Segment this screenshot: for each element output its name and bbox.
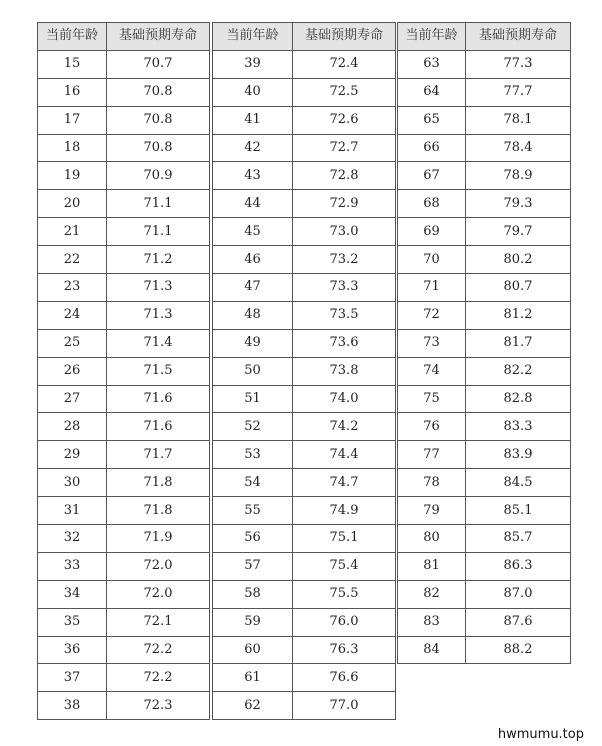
- life-expectancy-cell: 74.4: [293, 441, 396, 469]
- header-age: 当前年龄: [38, 23, 107, 51]
- age-cell: 62: [213, 692, 293, 720]
- life-expectancy-cell: 71.3: [107, 301, 210, 329]
- table-row: [398, 608, 571, 636]
- age-cell: 77: [398, 441, 466, 469]
- age-cell: 72: [398, 301, 466, 329]
- life-expectancy-cell: 72.0: [107, 552, 210, 580]
- header-life-expectancy: 基础预期寿命: [466, 23, 571, 51]
- header-row: [38, 23, 210, 51]
- table-row: [38, 469, 210, 497]
- life-expectancy-cell: 75.4: [293, 552, 396, 580]
- life-expectancy-cell: 71.4: [107, 329, 210, 357]
- life-expectancy-cell: 75.1: [293, 525, 396, 553]
- table-row: [213, 78, 396, 106]
- life-expectancy-cell: 74.7: [293, 469, 396, 497]
- table-row: [398, 246, 571, 274]
- age-cell: 47: [213, 274, 293, 302]
- age-cell: 36: [38, 636, 107, 664]
- life-expectancy-cell: 77.3: [466, 50, 571, 78]
- table-row: [213, 413, 396, 441]
- table-row: [213, 218, 396, 246]
- table-row: [398, 106, 571, 134]
- table-row: [213, 106, 396, 134]
- life-expectancy-cell: 76.6: [293, 664, 396, 692]
- table-row: [38, 50, 210, 78]
- life-expectancy-cell: 72.1: [107, 608, 210, 636]
- life-expectancy-cell: 71.6: [107, 413, 210, 441]
- life-expectancy-cell: 72.5: [293, 78, 396, 106]
- life-expectancy-cell: 72.4: [293, 50, 396, 78]
- age-cell: 46: [213, 246, 293, 274]
- age-cell: 30: [38, 469, 107, 497]
- life-expectancy-cell: 82.2: [466, 357, 571, 385]
- life-expectancy-cell: 78.9: [466, 162, 571, 190]
- age-cell: 66: [398, 134, 466, 162]
- age-cell: 21: [38, 218, 107, 246]
- table-row: [38, 190, 210, 218]
- age-cell: 78: [398, 469, 466, 497]
- age-cell: 22: [38, 246, 107, 274]
- age-cell: 57: [213, 552, 293, 580]
- age-cell: 40: [213, 78, 293, 106]
- table-header: [213, 23, 396, 51]
- table-row: [38, 78, 210, 106]
- age-cell: 48: [213, 301, 293, 329]
- age-cell: 68: [398, 190, 466, 218]
- table-row: [213, 50, 396, 78]
- life-expectancy-cell: 71.3: [107, 274, 210, 302]
- life-expectancy-cell: 70.8: [107, 106, 210, 134]
- table-row: [398, 469, 571, 497]
- table-row: [213, 441, 396, 469]
- life-expectancy-cell: 72.6: [293, 106, 396, 134]
- table-row: [398, 552, 571, 580]
- life-expectancy-cell: 73.3: [293, 274, 396, 302]
- table-row: [398, 580, 571, 608]
- table-row: [38, 692, 210, 720]
- life-expectancy-cell: 72.7: [293, 134, 396, 162]
- table-header: [398, 23, 571, 51]
- age-cell: 60: [213, 636, 293, 664]
- age-cell: 37: [38, 664, 107, 692]
- table-row: [398, 50, 571, 78]
- table-row: [398, 134, 571, 162]
- table-header: [38, 23, 210, 51]
- age-cell: 45: [213, 218, 293, 246]
- life-expectancy-cell: 78.4: [466, 134, 571, 162]
- life-expectancy-cell: 79.3: [466, 190, 571, 218]
- age-cell: 54: [213, 469, 293, 497]
- age-cell: 43: [213, 162, 293, 190]
- table-row: [213, 329, 396, 357]
- age-cell: 49: [213, 329, 293, 357]
- table-row: [398, 190, 571, 218]
- life-expectancy-cell: 77.0: [293, 692, 396, 720]
- age-cell: 15: [38, 50, 107, 78]
- table-row: [213, 246, 396, 274]
- life-expectancy-cell: 71.1: [107, 218, 210, 246]
- life-expectancy-cell: 78.1: [466, 106, 571, 134]
- life-expectancy-cell: 87.0: [466, 580, 571, 608]
- life-expectancy-cell: 70.9: [107, 162, 210, 190]
- age-cell: 28: [38, 413, 107, 441]
- table-row: [213, 274, 396, 302]
- life-expectancy-cell: 71.8: [107, 469, 210, 497]
- table-row: [398, 274, 571, 302]
- age-cell: 81: [398, 552, 466, 580]
- age-cell: 80: [398, 525, 466, 553]
- table-row: [38, 636, 210, 664]
- table-row: [38, 580, 210, 608]
- age-cell: 32: [38, 525, 107, 553]
- age-cell: 29: [38, 441, 107, 469]
- life-expectancy-cell: 75.5: [293, 580, 396, 608]
- life-expectancy-cell: 71.6: [107, 385, 210, 413]
- life-expectancy-cell: 71.8: [107, 497, 210, 525]
- age-cell: 56: [213, 525, 293, 553]
- table-row: [213, 552, 396, 580]
- life-expectancy-cell: 72.2: [107, 636, 210, 664]
- table-row: [38, 664, 210, 692]
- table-row: [38, 162, 210, 190]
- table-row: [213, 162, 396, 190]
- table-row: [38, 497, 210, 525]
- age-cell: 82: [398, 580, 466, 608]
- life-expectancy-cell: 85.1: [466, 497, 571, 525]
- table-row: [398, 218, 571, 246]
- life-expectancy-cell: 71.1: [107, 190, 210, 218]
- life-expectancy-cell: 73.6: [293, 329, 396, 357]
- life-expectancy-cell: 73.8: [293, 357, 396, 385]
- table-row: [38, 357, 210, 385]
- age-cell: 18: [38, 134, 107, 162]
- table-row: [213, 664, 396, 692]
- table-row: [213, 580, 396, 608]
- age-cell: 44: [213, 190, 293, 218]
- life-table-1: [37, 22, 210, 720]
- table-row: [38, 218, 210, 246]
- table-row: [213, 608, 396, 636]
- table-row: [398, 357, 571, 385]
- age-cell: 52: [213, 413, 293, 441]
- table-row: [398, 497, 571, 525]
- life-expectancy-cell: 81.2: [466, 301, 571, 329]
- life-expectancy-cell: 85.7: [466, 525, 571, 553]
- header-row: [398, 23, 571, 51]
- table-row: [38, 413, 210, 441]
- header-age: 当前年龄: [213, 23, 293, 51]
- table-row: [38, 274, 210, 302]
- age-cell: 61: [213, 664, 293, 692]
- header-life-expectancy: 基础预期寿命: [107, 23, 210, 51]
- age-cell: 69: [398, 218, 466, 246]
- life-expectancy-cell: 88.2: [466, 636, 571, 664]
- table-row: [398, 525, 571, 553]
- table-row: [213, 190, 396, 218]
- age-cell: 75: [398, 385, 466, 413]
- table-row: [398, 413, 571, 441]
- table-body: [398, 50, 571, 664]
- table-row: [38, 441, 210, 469]
- age-cell: 73: [398, 329, 466, 357]
- life-expectancy-cell: 71.2: [107, 246, 210, 274]
- age-cell: 19: [38, 162, 107, 190]
- table-row: [213, 525, 396, 553]
- table-body: [38, 50, 210, 719]
- life-expectancy-cell: 72.8: [293, 162, 396, 190]
- age-cell: 23: [38, 274, 107, 302]
- age-cell: 58: [213, 580, 293, 608]
- life-expectancy-cell: 76.0: [293, 608, 396, 636]
- table-row: [398, 78, 571, 106]
- table-row: [398, 385, 571, 413]
- age-cell: 38: [38, 692, 107, 720]
- age-cell: 74: [398, 357, 466, 385]
- age-cell: 26: [38, 357, 107, 385]
- table-row: [38, 525, 210, 553]
- table-row: [213, 497, 396, 525]
- age-cell: 20: [38, 190, 107, 218]
- age-cell: 34: [38, 580, 107, 608]
- age-cell: 17: [38, 106, 107, 134]
- life-expectancy-cell: 73.0: [293, 218, 396, 246]
- table-row: [38, 301, 210, 329]
- age-cell: 84: [398, 636, 466, 664]
- life-expectancy-cell: 72.0: [107, 580, 210, 608]
- life-expectancy-cell: 87.6: [466, 608, 571, 636]
- table-row: [213, 385, 396, 413]
- table-row: [38, 134, 210, 162]
- life-expectancy-cell: 80.7: [466, 274, 571, 302]
- age-cell: 83: [398, 608, 466, 636]
- age-cell: 59: [213, 608, 293, 636]
- age-cell: 64: [398, 78, 466, 106]
- age-cell: 16: [38, 78, 107, 106]
- table-row: [213, 636, 396, 664]
- life-expectancy-cell: 71.5: [107, 357, 210, 385]
- life-expectancy-cell: 74.9: [293, 497, 396, 525]
- table-row: [38, 106, 210, 134]
- watermark-text: hwmumu.top: [497, 727, 584, 742]
- age-cell: 71: [398, 274, 466, 302]
- life-expectancy-cell: 73.5: [293, 301, 396, 329]
- age-cell: 76: [398, 413, 466, 441]
- table-row: [213, 469, 396, 497]
- life-expectancy-cell: 71.7: [107, 441, 210, 469]
- age-cell: 27: [38, 385, 107, 413]
- age-cell: 25: [38, 329, 107, 357]
- age-cell: 31: [38, 497, 107, 525]
- table-row: [398, 162, 571, 190]
- life-expectancy-cell: 81.7: [466, 329, 571, 357]
- age-cell: 24: [38, 301, 107, 329]
- table-row: [38, 246, 210, 274]
- table-row: [38, 552, 210, 580]
- life-expectancy-cell: 86.3: [466, 552, 571, 580]
- life-expectancy-cell: 84.5: [466, 469, 571, 497]
- age-cell: 39: [213, 50, 293, 78]
- table-row: [398, 329, 571, 357]
- life-expectancy-cell: 74.2: [293, 413, 396, 441]
- life-expectancy-cell: 70.8: [107, 78, 210, 106]
- age-cell: 63: [398, 50, 466, 78]
- age-cell: 50: [213, 357, 293, 385]
- age-cell: 41: [213, 106, 293, 134]
- life-expectancy-cell: 77.7: [466, 78, 571, 106]
- age-cell: 67: [398, 162, 466, 190]
- table-row: [213, 357, 396, 385]
- life-expectancy-cell: 76.3: [293, 636, 396, 664]
- table-row: [38, 608, 210, 636]
- table-row: [213, 301, 396, 329]
- age-cell: 42: [213, 134, 293, 162]
- table-row: [398, 636, 571, 664]
- life-table-3: [397, 22, 571, 664]
- life-expectancy-cell: 83.9: [466, 441, 571, 469]
- life-expectancy-cell: 72.9: [293, 190, 396, 218]
- age-cell: 79: [398, 497, 466, 525]
- life-expectancy-cell: 83.3: [466, 413, 571, 441]
- header-row: [213, 23, 396, 51]
- life-expectancy-cell: 80.2: [466, 246, 571, 274]
- table-row: [398, 441, 571, 469]
- table-row: [213, 692, 396, 720]
- life-expectancy-cell: 82.8: [466, 385, 571, 413]
- life-expectancy-cell: 72.3: [107, 692, 210, 720]
- life-expectancy-cell: 73.2: [293, 246, 396, 274]
- age-cell: 65: [398, 106, 466, 134]
- header-life-expectancy: 基础预期寿命: [293, 23, 396, 51]
- life-expectancy-cell: 70.7: [107, 50, 210, 78]
- table-row: [213, 134, 396, 162]
- life-expectancy-cell: 79.7: [466, 218, 571, 246]
- table-row: [38, 385, 210, 413]
- age-cell: 70: [398, 246, 466, 274]
- age-cell: 51: [213, 385, 293, 413]
- life-expectancy-cell: 72.2: [107, 664, 210, 692]
- age-cell: 55: [213, 497, 293, 525]
- table-body: [213, 50, 396, 719]
- age-cell: 53: [213, 441, 293, 469]
- age-cell: 35: [38, 608, 107, 636]
- life-table-2: [212, 22, 396, 720]
- table-row: [38, 329, 210, 357]
- age-cell: 33: [38, 552, 107, 580]
- life-expectancy-cell: 74.0: [293, 385, 396, 413]
- header-age: 当前年龄: [398, 23, 466, 51]
- table-row: [398, 301, 571, 329]
- life-expectancy-cell: 71.9: [107, 525, 210, 553]
- life-expectancy-cell: 70.8: [107, 134, 210, 162]
